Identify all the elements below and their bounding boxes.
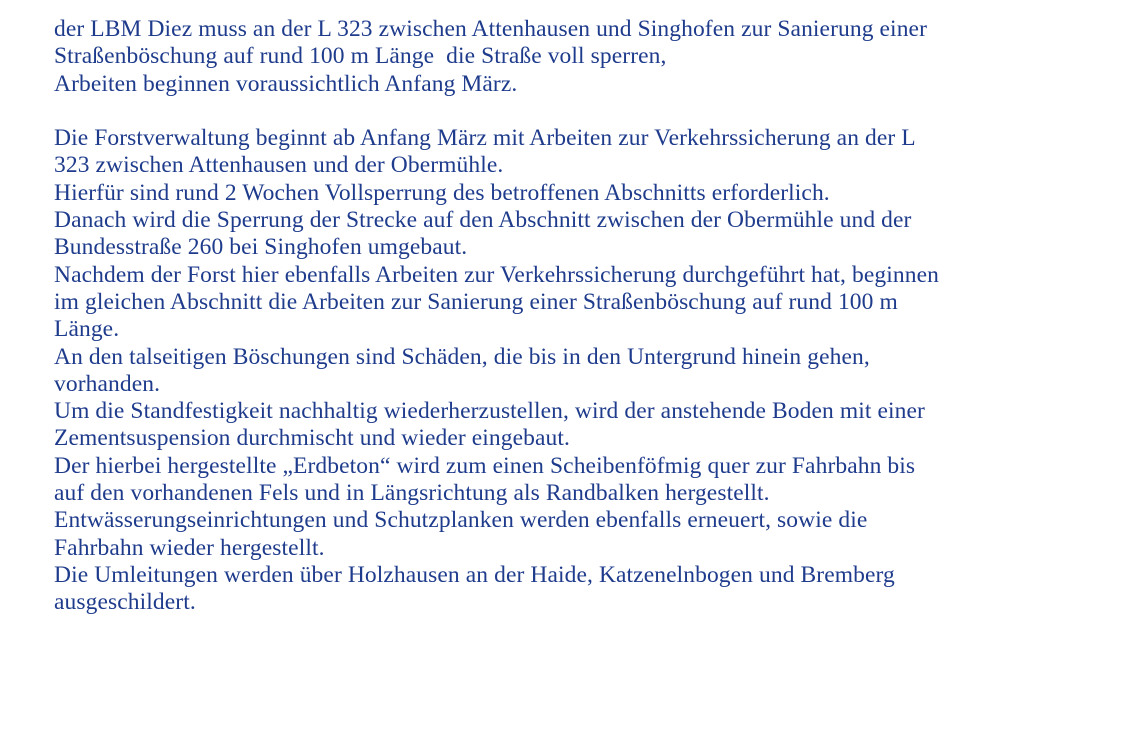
text-line: Nachdem der Forst hier ebenfalls Arbeiten zur Verkehrssicherung durchgeführt hat, beginnen: [54, 261, 939, 288]
text-line: Um die Standfestigkeit nachhaltig wiederherzustellen, wird der anstehende Boden mit einer: [54, 398, 925, 425]
text-line: Der hierbei hergestellte „Erdbeton“ wird zum einen Scheibenföfmig quer zur Fahrbahn bis: [54, 452, 916, 479]
paragraph-announcement: [54, 16, 1114, 98]
text-line: Entwässerungseinrichtungen und Schutzplanken werden ebenfalls erneuert, sowie die: [54, 507, 868, 534]
text-line: Arbeiten beginnen voraussichtlich Anfang März.: [54, 70, 518, 97]
text-line: An den talseitigen Böschungen sind Schäden, die bis in den Untergrund hinein gehen,: [54, 343, 870, 370]
text-line: Hierfür sind rund 2 Wochen Vollsperrung des betroffenen Abschnitts erforderlich.: [54, 179, 830, 206]
text-line: im gleichen Abschnitt die Arbeiten zur Sanierung einer Straßenböschung auf rund 100 m: [54, 288, 898, 315]
text-line: auf den vorhandenen Fels und in Längsrichtung als Randbalken hergestellt.: [54, 480, 770, 507]
text-line: Straßenböschung auf rund 100 m Länge die Straße voll sperren,: [54, 43, 667, 70]
text-line: der LBM Diez muss an der L 323 zwischen Attenhausen und Singhofen zur Sanierung einer: [54, 16, 927, 42]
text-line: Die Umleitungen werden über Holzhausen an der Haide, Katzenelnbogen und Bremberg: [54, 561, 895, 588]
paragraph-details: [54, 125, 1114, 616]
text-line: Danach wird die Sperrung der Strecke auf den Abschnitt zwischen der Obermühle und der: [54, 207, 912, 234]
paragraph-gap: [54, 98, 1114, 125]
document-body: [54, 16, 1114, 617]
text-line: Länge.: [54, 316, 120, 343]
text-line: ausgeschildert.: [54, 589, 196, 616]
text-line: Bundesstraße 260 bei Singhofen umgebaut.: [54, 234, 468, 261]
text-line: vorhanden.: [54, 370, 161, 397]
text-line: Zementsuspension durchmischt und wieder eingebaut.: [54, 425, 570, 452]
text-line: 323 zwischen Attenhausen und der Obermühle.: [54, 152, 504, 179]
text-line: Fahrbahn wieder hergestellt.: [54, 534, 325, 561]
text-line: Die Forstverwaltung beginnt ab Anfang März mit Arbeiten zur Verkehrssicherung an der L: [54, 125, 916, 152]
